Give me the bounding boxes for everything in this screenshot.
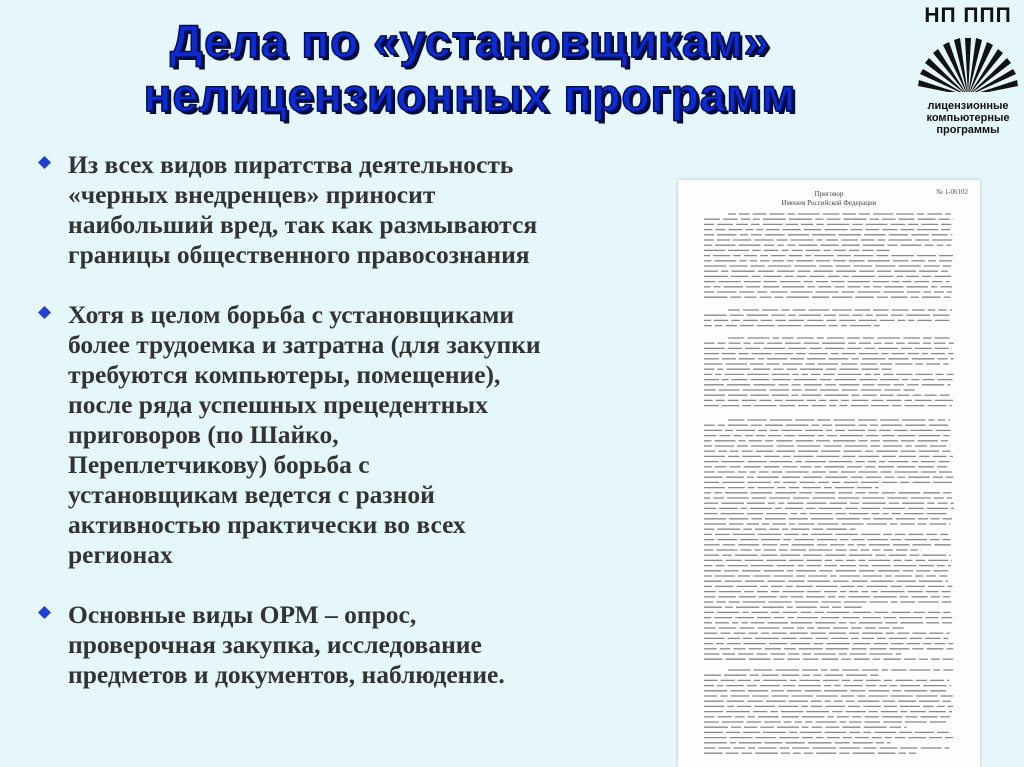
court-verdict-document-image: [678, 180, 980, 767]
bullet-item: [38, 150, 638, 270]
bullet-text: Из всех видов пиратства деятельность «черных внедренцев» приносит наибольший вред, так как размываются границы общественного правосознания: [68, 150, 538, 269]
np-ppp-logo: [918, 4, 1018, 144]
title-line-1: Дела по «установщикам»: [169, 15, 771, 67]
logo-line-3: программы: [936, 124, 1000, 136]
diamond-bullet-icon: [38, 606, 51, 619]
bullet-item: [38, 300, 638, 570]
diamond-bullet-icon: [38, 156, 51, 169]
logo-line-2: компьютерные: [926, 112, 1010, 124]
bullet-item: [38, 600, 638, 690]
sunburst-logo-icon: [918, 32, 1018, 102]
document-number: № 1-06102: [936, 188, 968, 196]
bullet-list: [38, 150, 638, 720]
document-subheading: Именем Российской Федерации: [781, 199, 877, 207]
diamond-bullet-icon: [38, 306, 51, 319]
logo-top-text: НП ППП: [924, 4, 1012, 27]
document-heading: Приговор: [814, 190, 844, 198]
bullet-text: Основные виды ОРМ – опрос, проверочная закупка, исследование предметов и документов, наблюдение.: [68, 600, 505, 689]
title-line-2: нелицензионных программ: [143, 69, 797, 121]
bullet-text: Хотя в целом борьба с установщиками более трудоемка и затратна (для закупки требуются компьютеры, помещение), после ряда успешных прецедентных приговоров (по Шайко, Переплетчикову) борьба с установщикам ведется с разной активностью практически во всех регионах: [68, 300, 541, 569]
logo-line-1: лицензионные: [927, 100, 1009, 112]
document-text-lines: [678, 180, 980, 767]
slide-title: [40, 14, 900, 122]
